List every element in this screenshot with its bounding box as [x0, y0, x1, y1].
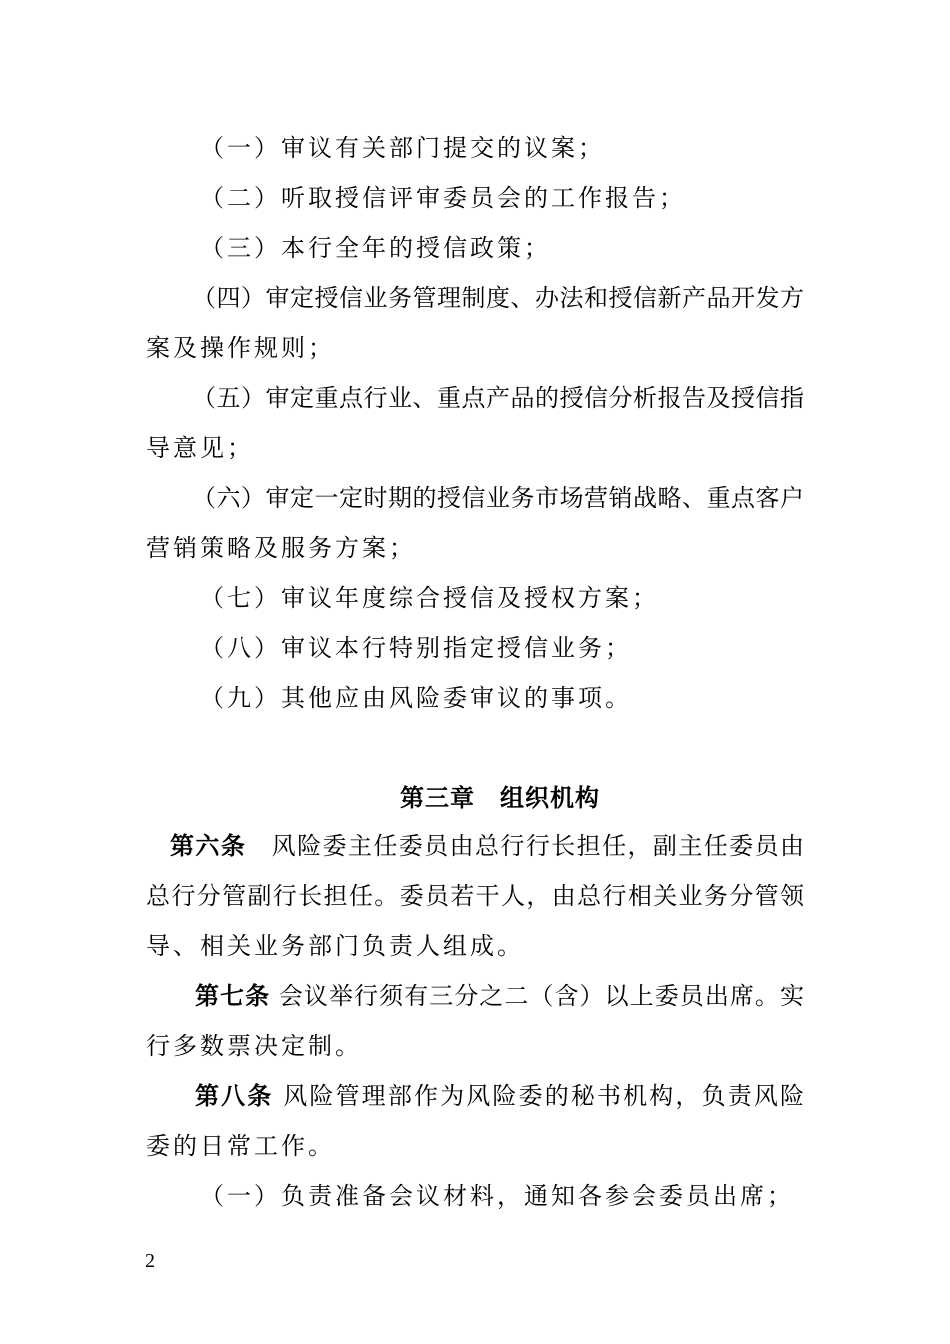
item-1: （一）审议有关部门提交的议案；: [200, 134, 605, 162]
article-8-line-1: [195, 1081, 804, 1111]
article-6-line-2: 总行分管副行长担任。委员若干人，由总行相关业务分管领: [146, 882, 804, 910]
item-3: （三）本行全年的授信政策；: [200, 234, 551, 262]
article-6-line-1: [170, 831, 804, 861]
article-7-label: 第七条: [195, 982, 271, 1010]
article-6-line-3: 导、相关业务部门负责人组成。: [146, 932, 524, 960]
page-number: 2: [145, 1250, 155, 1272]
chapter-heading: 第三章 组织机构: [400, 784, 600, 812]
article-8-label: 第八条: [195, 1082, 274, 1110]
item-4-line-2: 案及操作规则；: [146, 334, 335, 362]
item-6-line-2: 营销策略及服务方案；: [146, 534, 416, 562]
item-2: （二）听取授信评审委员会的工作报告；: [200, 184, 686, 212]
item-7: （七）审议年度综合授信及授权方案；: [200, 584, 659, 612]
article-8-line-3: （一）负责准备会议材料，通知各参会委员出席；: [200, 1182, 794, 1210]
article-7-line-1: [195, 981, 804, 1011]
item-5-line-2: 导意见；: [146, 434, 254, 462]
article-7-line-2: 行多数票决定制。: [146, 1032, 362, 1060]
article-8-text-1: 风险管理部作为风险委的秘书机构，负责风险: [283, 1082, 805, 1110]
article-6-text-1: 风险委主任委员由总行行长担任，副主任委员由: [271, 832, 805, 860]
item-8: （八）审议本行特别指定授信业务；: [200, 634, 632, 662]
article-8-line-2: 委的日常工作。: [146, 1132, 335, 1160]
article-7-text-1: 会议举行须有三分之二（含）以上委员出席。实: [278, 982, 804, 1010]
item-4-line-1: （四）审定授信业务管理制度、办法和授信新产品开发方: [192, 284, 804, 312]
item-6-line-1: （六）审定一定时期的授信业务市场营销战略、重点客户: [192, 484, 804, 512]
article-6-label: 第六条: [170, 832, 247, 860]
item-5-line-1: （五）审定重点行业、重点产品的授信分析报告及授信指: [192, 384, 804, 412]
item-9: （九）其他应由风险委审议的事项。: [200, 684, 632, 712]
